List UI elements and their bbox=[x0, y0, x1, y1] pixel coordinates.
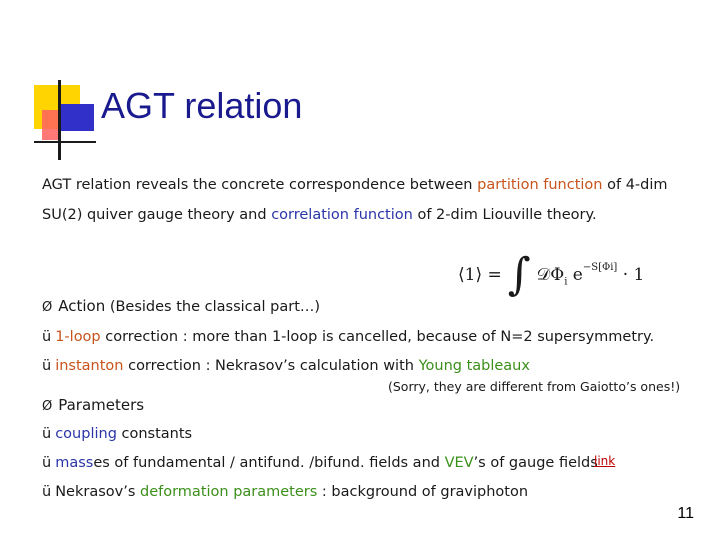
coupling-item bbox=[42, 424, 192, 444]
nekrasov-text: Nekrasov’s bbox=[55, 484, 140, 500]
arrow-bullet-icon: Ø bbox=[42, 300, 53, 315]
slide-title: AGT relation bbox=[101, 85, 303, 126]
coupling-text: constants bbox=[116, 426, 193, 442]
check-bullet-icon: ü bbox=[42, 455, 52, 471]
formula-exp-base: e bbox=[572, 265, 583, 285]
partition-function-term: partition function bbox=[477, 177, 603, 193]
intro-line-2 bbox=[42, 205, 597, 225]
vev-term: VEV bbox=[444, 455, 474, 471]
formula-measure: 𝒟Φ bbox=[536, 265, 565, 285]
logo-blue-square bbox=[58, 104, 94, 131]
nekrasov-item bbox=[42, 482, 528, 502]
instanton-item bbox=[42, 356, 530, 376]
link-hyperlink[interactable]: link bbox=[594, 454, 616, 468]
formula-lhs: ⟨1⟩ = bbox=[458, 265, 502, 285]
logo-vertical-bar bbox=[58, 80, 61, 160]
intro-text: of 2-dim Liouville theory. bbox=[412, 207, 597, 223]
logo-horizontal-bar bbox=[34, 141, 96, 143]
arrow-bullet-icon: Ø bbox=[42, 399, 53, 414]
formula-rhs: · 1 bbox=[622, 265, 645, 285]
nekrasov-text-end: : background of graviphoton bbox=[317, 484, 529, 500]
young-tableaux-term: Young tableaux bbox=[418, 358, 530, 374]
path-integral-formula bbox=[458, 240, 645, 300]
check-bullet-icon: ü bbox=[42, 358, 52, 374]
action-label: Action bbox=[58, 297, 106, 315]
page-number: 11 bbox=[677, 505, 694, 522]
intro-text: SU(2) quiver gauge theory and bbox=[42, 207, 272, 223]
one-loop-text: correction : more than 1-loop is cancelled, because of N=2 supersymmetry. bbox=[100, 329, 655, 345]
check-bullet-icon: ü bbox=[42, 426, 52, 442]
action-note: (Besides the classical part…) bbox=[109, 299, 321, 315]
masses-item bbox=[42, 453, 598, 473]
correlation-function-term: correlation function bbox=[271, 207, 413, 223]
instanton-text: correction : Nekrasov’s calculation with bbox=[123, 358, 419, 374]
sorry-note: (Sorry, they are different from Gaiotto’s ones!) bbox=[388, 379, 681, 394]
one-loop-term: 1-loop bbox=[55, 329, 101, 345]
integral-sign: ∫ bbox=[507, 249, 531, 300]
one-loop-item bbox=[42, 327, 654, 347]
parameters-heading bbox=[42, 395, 144, 417]
check-bullet-icon: ü bbox=[42, 484, 52, 500]
formula-sub: i bbox=[564, 276, 568, 288]
action-heading bbox=[42, 296, 320, 318]
mass-term: mass bbox=[55, 455, 94, 471]
parameters-label: Parameters bbox=[58, 396, 145, 414]
coupling-term: coupling bbox=[55, 426, 117, 442]
deformation-parameters-term: deformation parameters bbox=[140, 484, 318, 500]
intro-line-1 bbox=[42, 175, 668, 195]
intro-text: of 4-dim bbox=[602, 177, 668, 193]
masses-text-end: ’s of gauge fields bbox=[473, 455, 598, 471]
instanton-term: instanton bbox=[55, 358, 124, 374]
formula-exponent: −S[Φi] bbox=[582, 262, 618, 273]
intro-text: AGT relation reveals the concrete correspondence between bbox=[42, 177, 478, 193]
check-bullet-icon: ü bbox=[42, 329, 52, 345]
masses-text: es of fundamental / antifund. /bifund. fields and bbox=[93, 455, 445, 471]
